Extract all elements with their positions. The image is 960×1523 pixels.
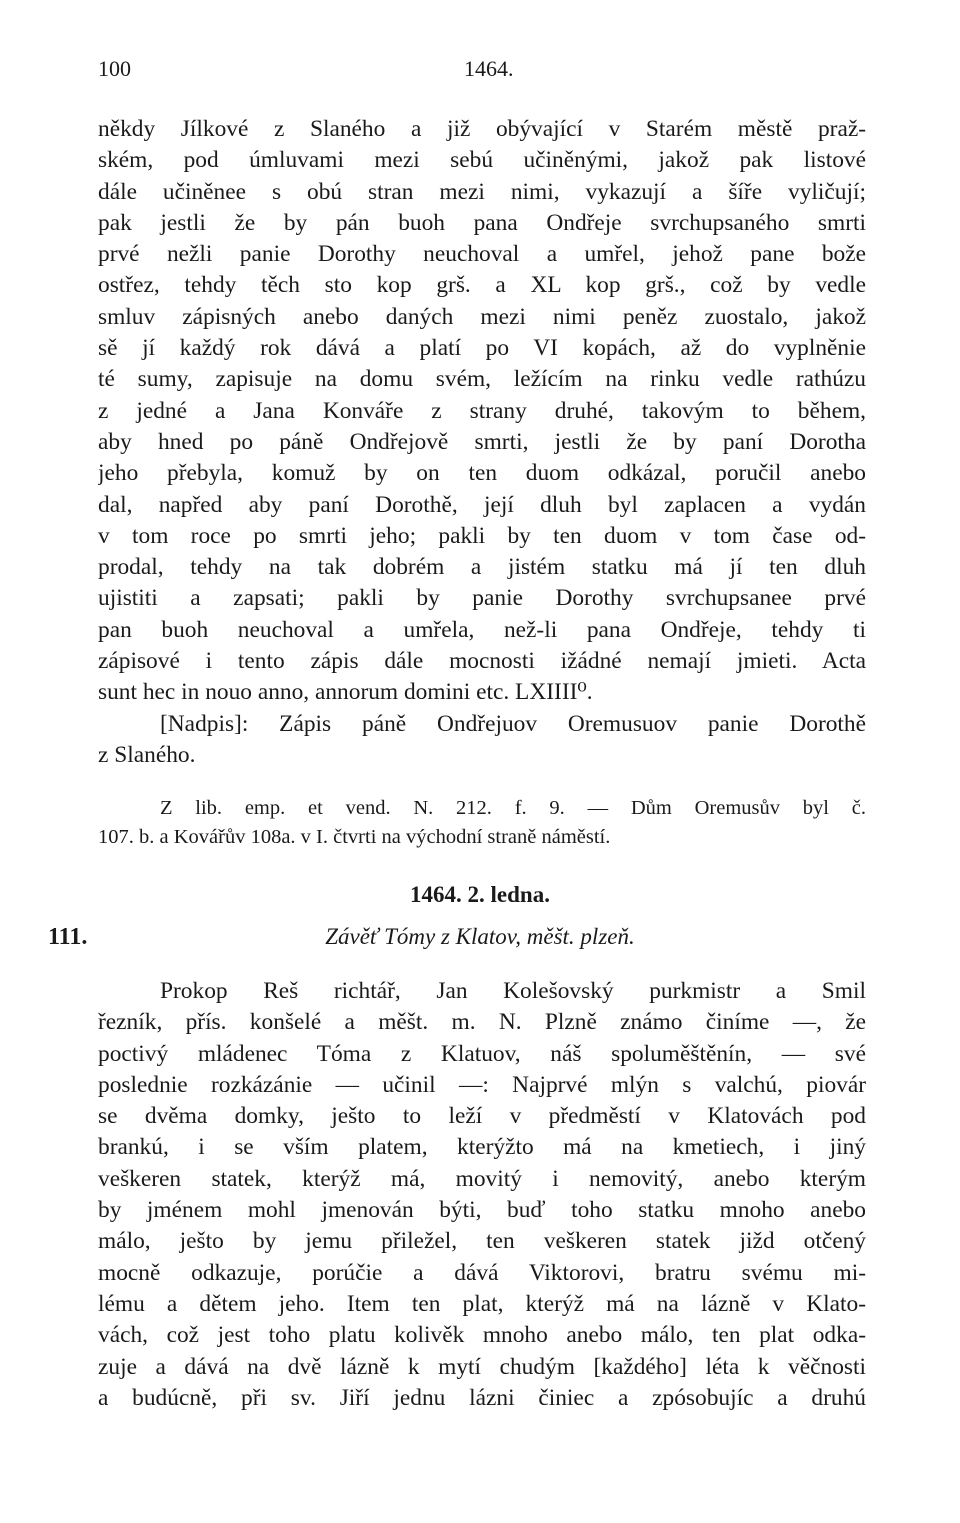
text-line: málo, ješto by jemu přiležel, ten veškeren statek jižd otčený	[98, 1228, 866, 1255]
source-note-line: Z lib. emp. et vend. N. 212. f. 9. — Dům Oremusův byl č.	[160, 797, 866, 819]
text-line: jeho přebyla, komuž by on ten duom odkázal, poručil anebo	[98, 460, 866, 487]
text-line: zuje a dává na dvě lázně k mytí chudým [každého] léta k věčnosti	[98, 1353, 866, 1380]
text-line: ském, pod úmluvami mezi sebú učiněnými, jakož pak listové	[98, 147, 866, 174]
text-line: sě jí každý rok dává a platí po VI kopách, až do vyplněnie	[98, 335, 866, 362]
text-line: z jedné a Jana Konváře z strany druhé, takovým to během,	[98, 397, 866, 424]
text-line: se dvěma domky, ješto to leží v předměstí v Klatovách pod	[98, 1103, 866, 1130]
text-line: té sumy, zapisuje na domu svém, ležícím na rinku vedle rathúzu	[98, 366, 866, 393]
source-note-line: 107. b. a Kovářův 108a. v I. čtvrti na východní straně náměstí.	[98, 826, 611, 848]
entry-title: Závěť Tómy z Klatov, měšt. plzeň.	[325, 924, 635, 949]
source-note	[98, 794, 866, 852]
text-line: veškeren statek, kterýž má, movitý i nemovitý, anebo kterým	[98, 1165, 866, 1192]
text-line: z Slaného.	[98, 741, 196, 768]
text-line: dal, napřed aby paní Dorothě, její dluh byl zaplacen a vydán	[98, 491, 866, 518]
text-line: vách, což jest toho platu kolivěk mnoho anebo málo, ten plat odka-	[98, 1322, 866, 1349]
text-line: poctivý mládenec Tóma z Klatuov, náš spoluměštěnín, — své	[98, 1040, 866, 1067]
text-line: by jménem mohl jmenován býti, buď toho statku mnoho anebo	[98, 1197, 866, 1224]
running-head-year: 1464.	[464, 56, 514, 81]
text-line: smluv zápisných anebo daných mezi nimi peněz zuostalo, jakož	[98, 303, 866, 330]
text-line: prodal, tehdy na tak dobrém a jistém statku má jí ten dluh	[98, 554, 866, 581]
text-line: v tom roce po smrti jeho; pakli by ten duom v tom čase od-	[98, 522, 866, 549]
text-line: ostřez, tehdy těch sto kop grš. a XL kop grš., což by vedle	[98, 272, 866, 299]
text-line: zápisové i tento zápis dále mocnosti ižádné nemají jmieti. Acta	[98, 648, 866, 675]
text-line: pan buoh neuchoval a umřela, než-li pana Ondřeje, tehdy ti	[98, 616, 866, 643]
text-line: ujistiti a zapsati; pakli by panie Dorothy svrchupsanee prvé	[98, 585, 866, 612]
text-line: prvé nežli panie Dorothy neuchoval a umřel, jehož pane bože	[98, 241, 866, 268]
text-line: pak jestli že by pán buoh pana Ondřeje svrchupsaného smrti	[98, 209, 866, 236]
text-line: poslednie rozkázánie — učinil —: Najprvé mlýn s valchú, piovár	[98, 1071, 866, 1098]
page-header	[98, 56, 868, 86]
text-line: lému a dětem jeho. Item ten plat, kterýž má na lázně v Klato-	[98, 1290, 866, 1317]
text-line: mocně odkazuje, porúčie a dává Viktorovi, bratru svému mi-	[98, 1259, 866, 1286]
text-line: sunt hec in nouo anno, annorum domini etc. LXIIII⁰.	[98, 679, 593, 706]
entry-text	[98, 976, 866, 1414]
text-line: řezník, přís. konšelé a měšt. m. N. Plzně známo činíme —, že	[98, 1009, 866, 1036]
entry-number: 111.	[48, 924, 88, 950]
text-line: Prokop Reš richtář, Jan Kolešovský purkmistr a Smil	[160, 978, 866, 1004]
text-line: aby hned po páně Ondřejově smrti, jestli že by paní Dorotha	[98, 428, 866, 455]
text-line: brankú, i se vším platem, kterýžto má na kmetiech, i jiný	[98, 1134, 866, 1161]
entry-date: 1464. 2. ledna.	[410, 882, 550, 907]
continuation-text	[98, 114, 866, 771]
text-line: dále učiněnee s obú stran mezi nimi, vykazují a šíře vyličují;	[98, 178, 866, 205]
text-line: a budúcně, při sv. Jiří jednu lázni činiec a zpósobujíc a druhú	[98, 1384, 866, 1411]
text-line: někdy Jílkové z Slaného a již obývající v Starém městě praž-	[98, 116, 866, 142]
page-number: 100	[98, 56, 131, 81]
heading-note-line: [Nadpis]: Zápis páně Ondřejuov Oremusuov panie Dorothě	[160, 710, 866, 737]
